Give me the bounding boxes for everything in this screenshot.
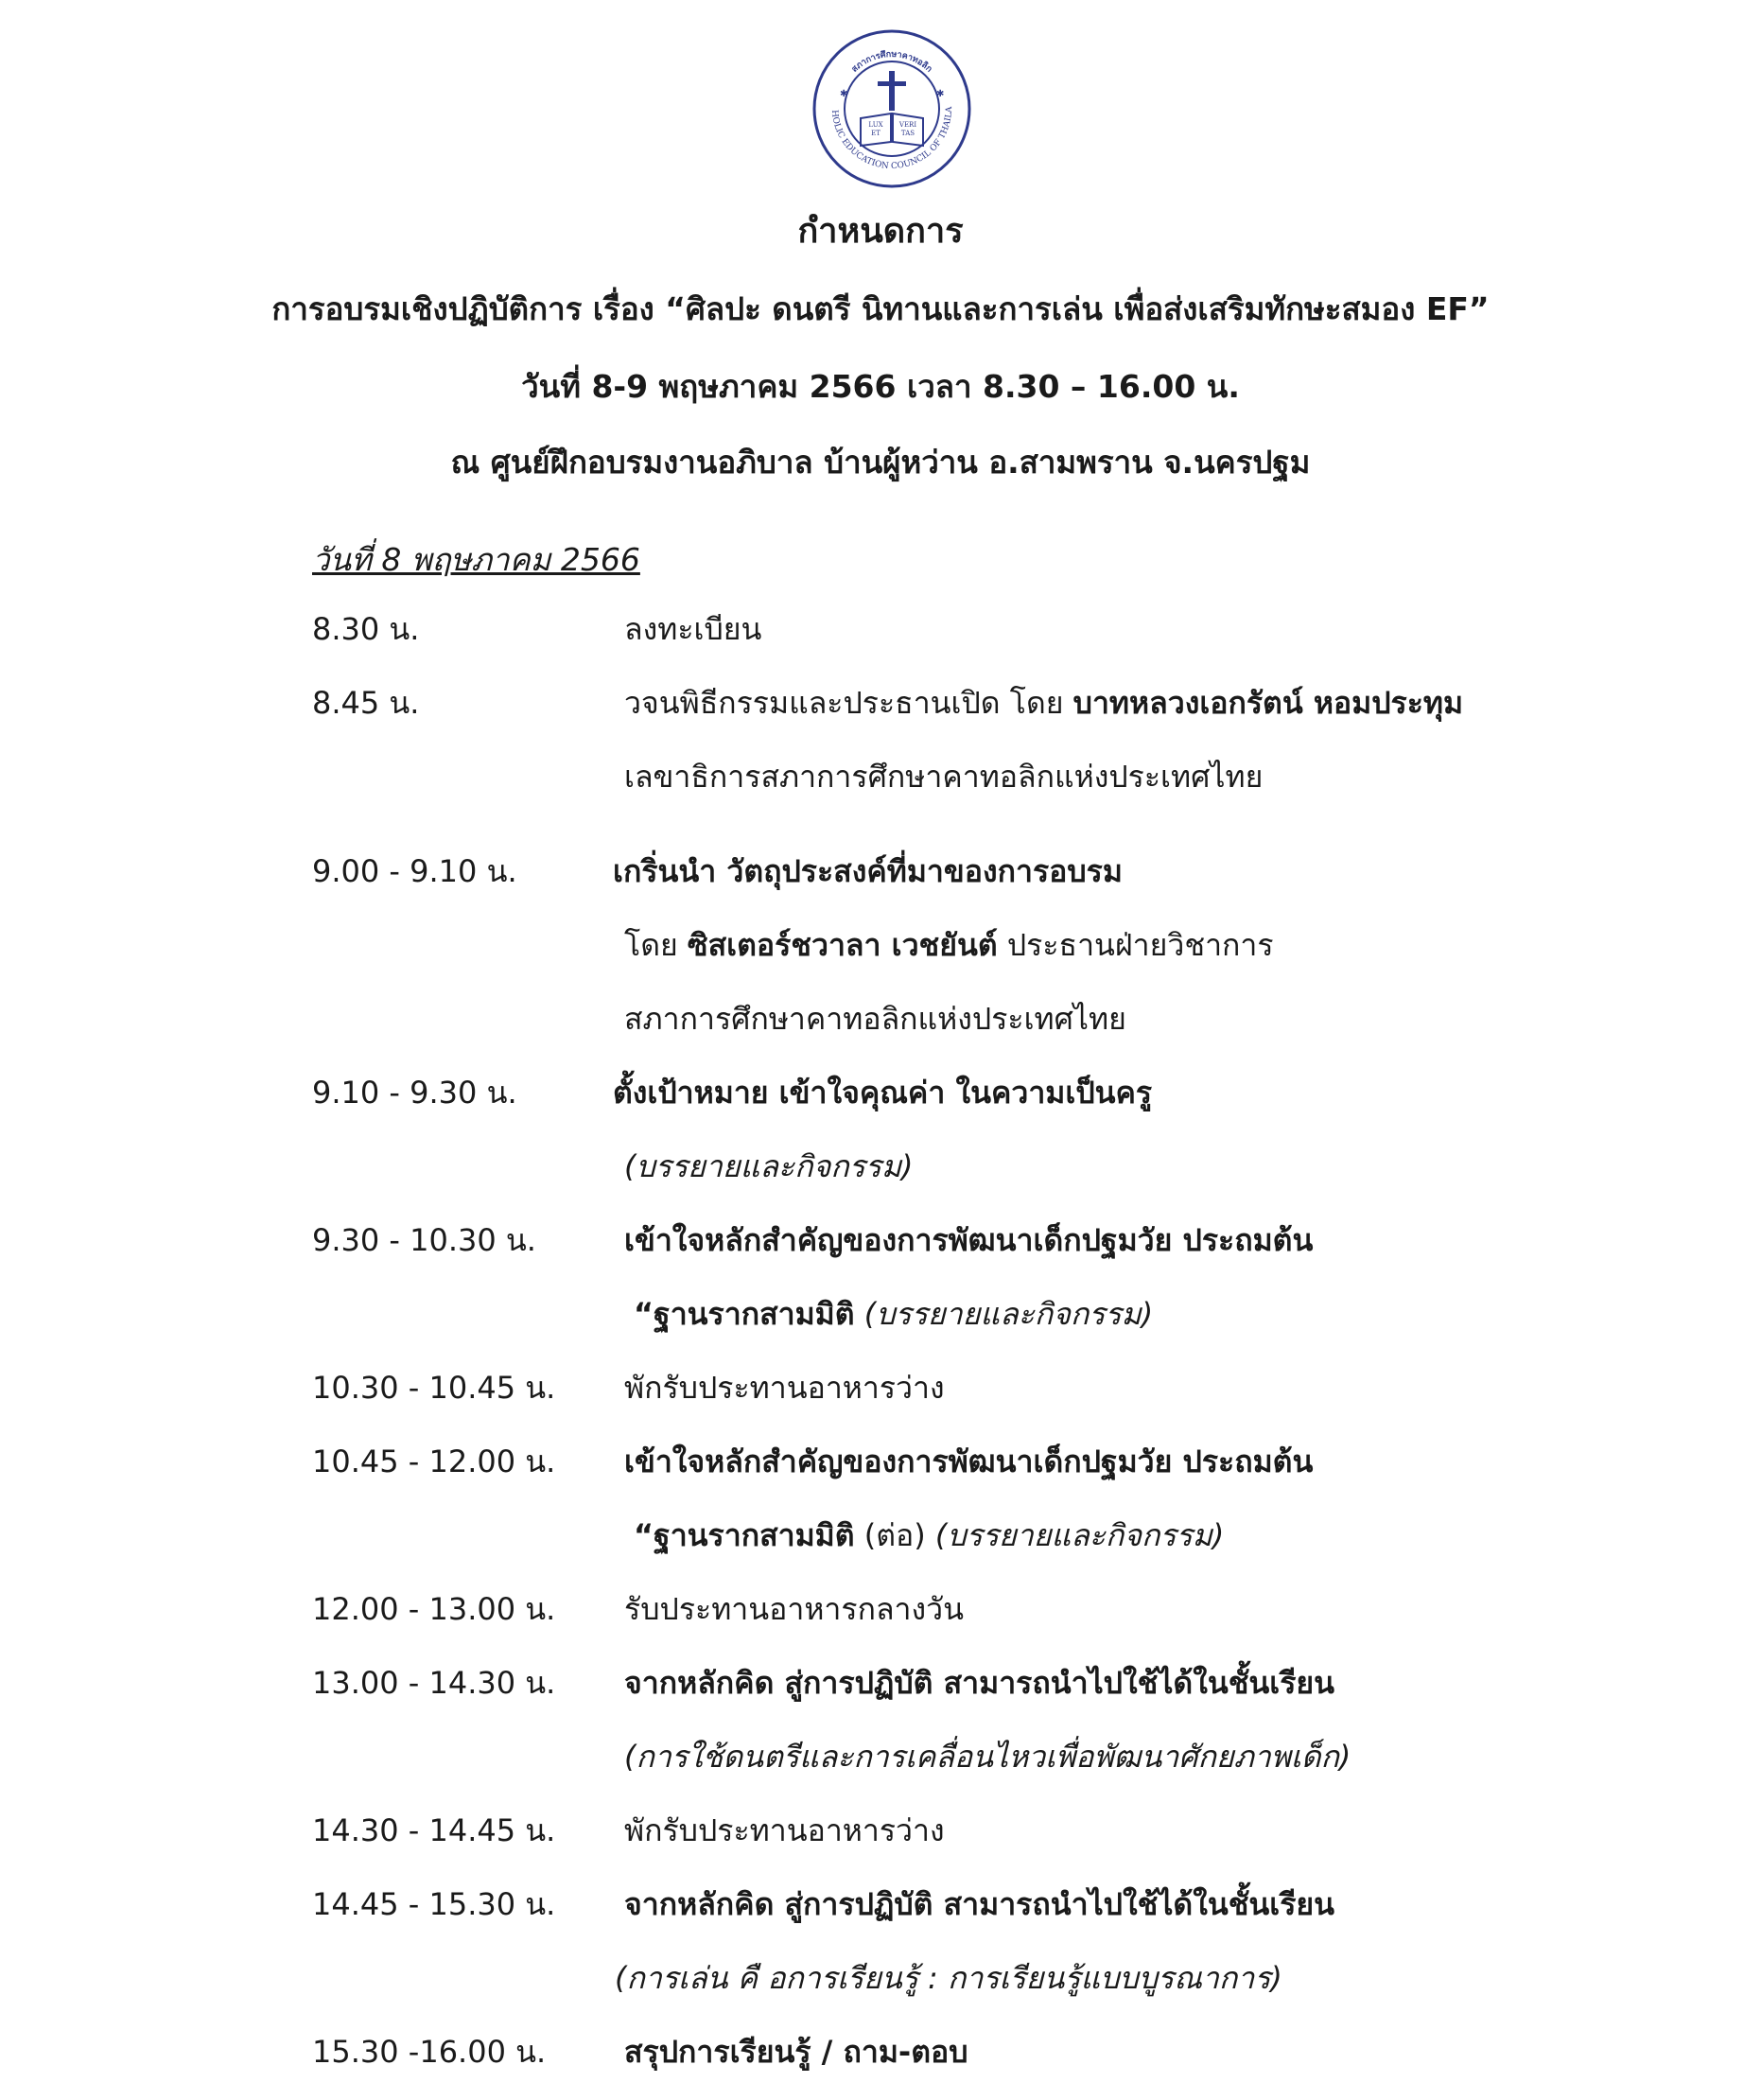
workshop-datetime: วันที่ 8-9 พฤษภาคม 2566 เวลา 8.30 – 16.00 น. bbox=[521, 368, 1240, 405]
schedule-row bbox=[0, 1438, 1761, 1495]
svg-text:✱: ✱ bbox=[936, 89, 945, 99]
schedule-activity: เกริ่นนำ วัตถุประสงค์ที่มาของการอบรม bbox=[613, 853, 1123, 889]
schedule-row bbox=[0, 1069, 1761, 1126]
workshop-subtitle: การอบรมเชิงปฏิบัติการ เรื่อง “ศิลปะ ดนตรี นิทานและการเล่น เพื่อส่งเสริมทักษะสมอง EF” bbox=[271, 290, 1490, 327]
schedule-activity: พักรับประทานอาหารว่าง bbox=[624, 1370, 945, 1406]
schedule-activity: ลงทะเบียน bbox=[624, 611, 762, 647]
catholic-education-council-seal bbox=[811, 28, 972, 189]
svg-text:TAS: TAS bbox=[900, 130, 915, 137]
speaker-organization: สภาการศึกษาคาทอลิกแห่งประเทศไทย bbox=[624, 1001, 1126, 1037]
schedule-activity: จากหลักคิด สู่การปฏิบัติ สามารถนำไปใช้ได้ในชั้นเรียน bbox=[624, 1665, 1335, 1701]
document-title: กำหนดการ bbox=[797, 212, 964, 251]
schedule-time: 10.45 - 12.00 น. bbox=[312, 1444, 556, 1479]
schedule-row bbox=[0, 605, 1761, 662]
schedule-row bbox=[0, 1585, 1761, 1642]
schedule-activity: เข้าใจหลักสำคัญของการพัฒนาเด็กปฐมวัย ประถมต้น bbox=[624, 1444, 1314, 1479]
svg-text:สภาการศึกษาคาทอลิก: สภาการศึกษาคาทอลิก bbox=[849, 49, 934, 75]
schedule-row-continuation bbox=[0, 753, 1761, 810]
schedule-row bbox=[0, 1364, 1761, 1421]
activity-continued: (ต่อ) bbox=[854, 1517, 935, 1553]
day-heading: วันที่ 8 พฤษภาคม 2566 bbox=[312, 541, 640, 578]
schedule-row-continuation bbox=[0, 1733, 1761, 1790]
activity-format: (การใช้ดนตรีและการเคลื่อนไหวเพื่อพัฒนาศักยภาพเด็ก) bbox=[624, 1739, 1351, 1775]
schedule-time: 9.00 - 9.10 น. bbox=[312, 853, 517, 889]
schedule-time: 12.00 - 13.00 น. bbox=[312, 1591, 556, 1627]
schedule-activity bbox=[624, 679, 1463, 727]
schedule-row bbox=[0, 1807, 1761, 1864]
speaker-name: บาทหลวงเอกรัตน์ หอมประทุม bbox=[1072, 685, 1464, 721]
activity-text: วจนพิธีกรรมและประธานเปิด โดย bbox=[624, 685, 1073, 721]
schedule-row bbox=[0, 2028, 1761, 2085]
schedule-time: 14.30 - 14.45 น. bbox=[312, 1812, 556, 1848]
activity-format: (บรรยายและกิจกรรม) bbox=[934, 1517, 1225, 1553]
schedule-time: 10.30 - 10.45 น. bbox=[312, 1370, 556, 1406]
schedule-activity: สรุปการเรียนรู้ / ถาม-ตอบ bbox=[624, 2034, 968, 2070]
activity-format: (การเล่น คื อการเรียนรู้ : การเรียนรู้แบบบูรณาการ) bbox=[615, 1960, 1282, 1996]
schedule-time: 14.45 - 15.30 น. bbox=[312, 1886, 556, 1922]
schedule-time: 9.30 - 10.30 น. bbox=[312, 1222, 536, 1258]
svg-text:VERI: VERI bbox=[898, 121, 917, 129]
speaker-line bbox=[624, 921, 1274, 970]
schedule-row-continuation bbox=[0, 1290, 1761, 1347]
activity-detail bbox=[634, 1512, 1224, 1560]
schedule-time: 8.45 น. bbox=[312, 685, 420, 721]
schedule-row-continuation bbox=[0, 921, 1761, 978]
activity-format: (บรรยายและกิจกรรม) bbox=[624, 1148, 914, 1184]
schedule-time: 15.30 -16.00 น. bbox=[312, 2034, 547, 2070]
activity-topic: “ฐานรากสามมิติ bbox=[634, 1517, 855, 1553]
speaker-name: ซิสเตอร์ชวาลา เวชยันต์ bbox=[687, 927, 998, 963]
speaker-title: เลขาธิการสภาการศึกษาคาทอลิกแห่งประเทศไทย bbox=[624, 759, 1264, 795]
schedule-time: 8.30 น. bbox=[312, 611, 420, 647]
schedule-time: 13.00 - 14.30 น. bbox=[312, 1665, 556, 1701]
svg-text:✱: ✱ bbox=[840, 89, 848, 99]
schedule-row-continuation bbox=[0, 1143, 1761, 1199]
schedule-row-continuation bbox=[0, 1954, 1761, 2011]
schedule-activity: พักรับประทานอาหารว่าง bbox=[624, 1812, 945, 1848]
activity-detail bbox=[634, 1290, 1153, 1339]
schedule-time: 9.10 - 9.30 น. bbox=[312, 1075, 517, 1111]
activity-format: (บรรยายและกิจกรรม) bbox=[854, 1296, 1154, 1332]
speaker-role: ประธานฝ่ายวิชาการ bbox=[997, 927, 1274, 963]
svg-text:ET: ET bbox=[871, 130, 880, 137]
speaker-prefix: โดย bbox=[624, 927, 688, 963]
schedule-row bbox=[0, 1881, 1761, 1937]
activity-topic: “ฐานรากสามมิติ bbox=[634, 1296, 855, 1332]
schedule-row bbox=[0, 679, 1761, 736]
schedule-row-continuation bbox=[0, 995, 1761, 1052]
schedule-activity: เข้าใจหลักสำคัญของการพัฒนาเด็กปฐมวัย ประถมต้น bbox=[624, 1222, 1314, 1258]
schedule-activity: จากหลักคิด สู่การปฏิบัติ สามารถนำไปใช้ได้ในชั้นเรียน bbox=[624, 1886, 1335, 1922]
workshop-venue: ณ ศูนย์ฝึกอบรมงานอภิบาล บ้านผู้หว่าน อ.สามพราน จ.นครปฐม bbox=[450, 444, 1311, 481]
svg-text:LUX: LUX bbox=[868, 121, 883, 129]
schedule-activity: ตั้งเป้าหมาย เข้าใจคุณค่า ในความเป็นครู bbox=[613, 1075, 1153, 1111]
schedule-row bbox=[0, 1659, 1761, 1716]
schedule-row bbox=[0, 1216, 1761, 1273]
schedule-row bbox=[0, 848, 1761, 904]
svg-text:CATHOLIC EDUCATION COUNCIL OF: HOLIC EDUCATION COUNCIL OF THAILA bbox=[828, 106, 955, 172]
schedule-activity: รับประทานอาหารกลางวัน bbox=[624, 1591, 964, 1627]
schedule-row-continuation bbox=[0, 1512, 1761, 1568]
